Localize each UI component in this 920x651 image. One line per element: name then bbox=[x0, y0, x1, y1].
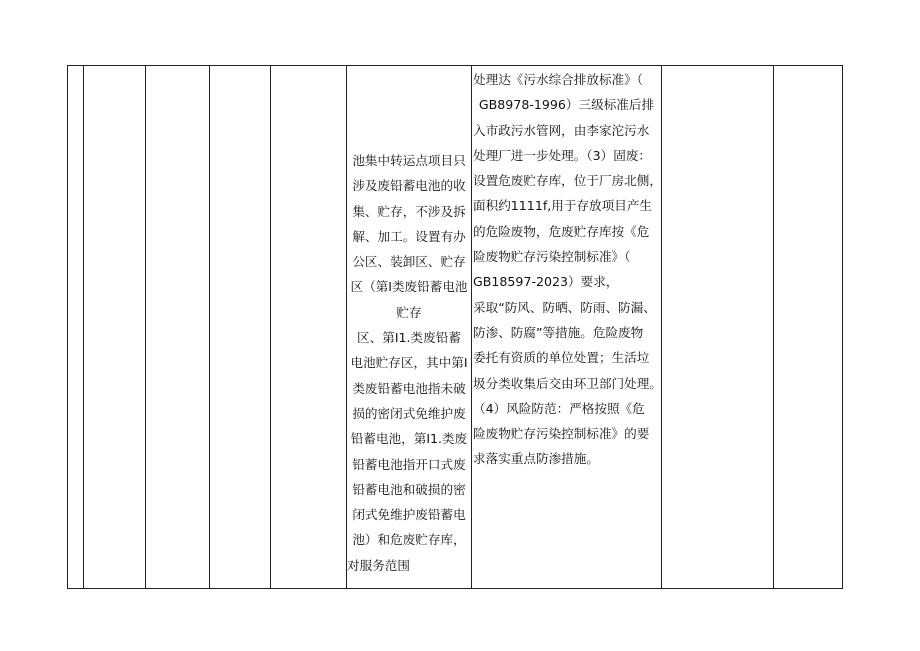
column-divider-7 bbox=[661, 65, 662, 588]
text-line: 区、第Ⅰ1.类废铅蓄 bbox=[357, 330, 461, 346]
table-border-left bbox=[67, 65, 68, 588]
text-line: 委托有资质的单位处置；生活垃 bbox=[473, 350, 650, 366]
text-line: 集、贮存，不涉及拆 bbox=[352, 203, 466, 219]
pollution-measures-cell bbox=[472, 66, 660, 586]
text-line: 面积约1111f,用于存放项目产生 bbox=[473, 198, 653, 214]
text-line: 涉及废铅蓄电池的收 bbox=[352, 178, 466, 194]
text-line: （4）风险防范：严格按照《危 bbox=[473, 400, 645, 416]
text-line: 铅蓄电池，第Ⅰ1.类废 bbox=[350, 431, 468, 447]
text-line: 设置危废贮存库，位于厂房北侧， bbox=[473, 173, 662, 189]
text-line: 的危险废物，危废贮存库按《危 bbox=[473, 223, 650, 239]
text-line: 铅蓄电池和破损的密 bbox=[352, 481, 466, 497]
text-line: GB8978-1996）三级标准后排 bbox=[478, 97, 655, 113]
text-line: 类废铅蓄电池指未破 bbox=[352, 380, 466, 396]
text-line: 求落实重点防渗措施。 bbox=[473, 451, 599, 467]
text-line: 处理厂进一步处理。（3）固废： bbox=[473, 147, 652, 163]
text-line: 闭式免维护废铅蓄电 bbox=[352, 507, 466, 523]
text-line: 解、加工。设置有办 bbox=[352, 228, 466, 244]
text-line: 险废物贮存污染控制标准》（ bbox=[473, 249, 631, 265]
text-line: 电池贮存区，其中第Ⅰ bbox=[350, 355, 468, 371]
text-line: 防渗、防腐”等措施。危险废物 bbox=[473, 324, 644, 340]
text-line: 公区、装卸区、贮存 bbox=[352, 254, 466, 270]
text-line: 池）和危废贮存库， bbox=[352, 532, 466, 548]
storage-description-cell bbox=[347, 66, 471, 586]
text-line: 入市政污水管网，由李家沱污水 bbox=[473, 122, 650, 138]
column-divider-2 bbox=[145, 65, 146, 588]
column-divider-4 bbox=[270, 65, 271, 588]
text-line: 处理达《污水综合排放标准》（ bbox=[473, 72, 644, 87]
text-line: 险废物贮存污染控制标准》的要 bbox=[473, 426, 650, 442]
table-border-right bbox=[842, 65, 843, 588]
text-line: 贮存 bbox=[396, 304, 422, 320]
text-line: 对服务范围 bbox=[347, 557, 410, 573]
text-line: 铅蓄电池指开口式废 bbox=[352, 456, 466, 472]
column-divider-3 bbox=[209, 65, 210, 588]
column-divider-8 bbox=[773, 65, 774, 588]
text-line: 损的密闭式免维护废 bbox=[352, 405, 466, 421]
text-line: 池集中转运点项目只 bbox=[352, 153, 466, 168]
text-line: 区（第Ⅰ类废铅蓄电池 bbox=[350, 279, 468, 295]
text-line: 圾分类收集后交由环卫部门处理。 bbox=[473, 375, 662, 391]
text-line: GB18597-2023）要求， bbox=[473, 274, 619, 290]
text-line: 采取“防风、防晒、防雨、防漏、 bbox=[473, 299, 656, 315]
column-divider-1 bbox=[83, 65, 84, 588]
